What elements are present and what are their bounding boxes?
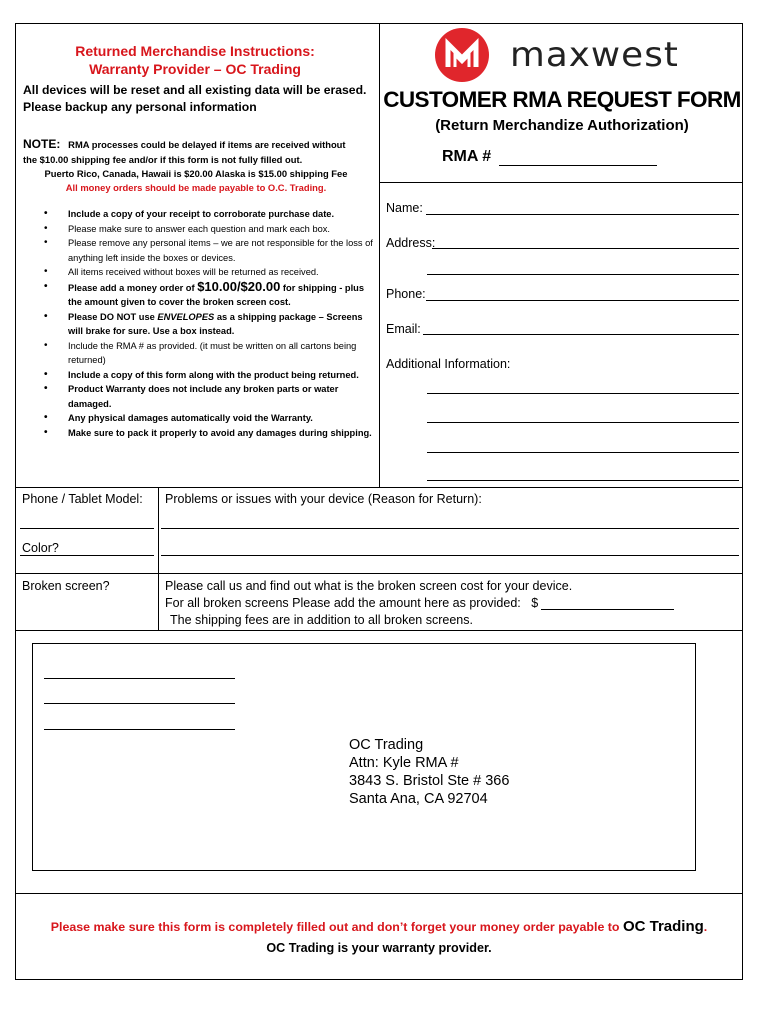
color-field[interactable]: [20, 555, 154, 556]
form-title: CUSTOMER RMA REQUEST FORM: [383, 87, 741, 112]
additional-info-line2[interactable]: [427, 422, 739, 423]
problems-field-line2[interactable]: [161, 555, 739, 556]
note-block: [23, 137, 373, 167]
warning-line2: Please backup any personal information: [23, 100, 257, 114]
envelopes-word: ENVELOPES: [157, 311, 215, 322]
note-line4: All money orders should be made payable to O.C. Trading.: [65, 182, 327, 193]
footer-company: OC Trading: [622, 918, 704, 935]
list-item: [30, 280, 375, 310]
address-field-line2[interactable]: [427, 274, 739, 275]
return-address-line3[interactable]: [44, 729, 235, 730]
ship-to-line4: Santa Ana, CA 92704: [349, 791, 488, 807]
color-label: Color?: [22, 541, 59, 555]
ship-to-line3: 3843 S. Bristol Ste # 366: [349, 773, 510, 789]
dollar-sign: $: [531, 596, 539, 610]
device-bottom-divider: [15, 630, 743, 631]
list-item: • Please make sure to answer each question and mark each box.: [30, 222, 375, 237]
return-address-line2[interactable]: [44, 703, 235, 704]
list-item: • Product Warranty does not include any broken parts or water damaged.: [30, 382, 375, 411]
return-address-line1[interactable]: [44, 678, 235, 679]
additional-info-line4[interactable]: [427, 480, 739, 481]
list-item: • Include a copy of this form along with the product being returned.: [30, 368, 375, 383]
name-field[interactable]: [426, 214, 739, 215]
problems-field-line1[interactable]: [161, 528, 739, 529]
money-amount: $10.00/$20.00: [197, 278, 281, 294]
maxwest-m-logo-icon: [434, 27, 490, 83]
instructions-title: [20, 42, 370, 78]
header-divider: [379, 23, 380, 487]
footer-line1-text: Please make sure this form is completely filled out and don’t forget your money order payable to: [50, 920, 620, 934]
instructions-title-line2: Warranty Provider – OC Trading: [89, 61, 301, 77]
phone-field[interactable]: [426, 300, 739, 301]
rma-section-divider: [379, 182, 743, 183]
data-erase-warning: [23, 82, 373, 116]
warning-line1: All devices will be reset and all existing data will be erased.: [23, 83, 367, 97]
phone-label: Phone:: [386, 287, 426, 301]
envelopes-rest: as a shipping package – Screens will brake for sure. Use a box instead.: [68, 311, 363, 336]
additional-info-line3[interactable]: [427, 452, 739, 453]
list-item: [30, 310, 375, 339]
note-fees: [20, 167, 372, 195]
broken-screen-amount-field[interactable]: [541, 609, 674, 610]
broken-screen-info-line2: [165, 596, 538, 610]
money-rest: for shipping - plus the amount given to cover the broken screen cost.: [68, 282, 365, 307]
footer-reminder: [15, 918, 743, 935]
list-item: • Any physical damages automatically void the Warranty.: [30, 411, 375, 426]
list-item: • Include the RMA # as provided. (it must be written on all cartons being returned): [30, 339, 375, 368]
model-label: Phone / Tablet Model:: [22, 492, 143, 506]
address-field-line1[interactable]: [432, 248, 739, 249]
note-line3: Puerto Rico, Canada, Hawaii is $20.00 Alaska is $15.00 shipping Fee: [44, 168, 348, 179]
device-divider: [158, 487, 159, 630]
footer-divider: [15, 893, 743, 894]
list-item: • All items received without boxes will be returned as received.: [30, 265, 375, 280]
additional-info-line1[interactable]: [427, 393, 739, 394]
color-divider: [15, 573, 743, 574]
broken-line2-text: For all broken screens Please add the amount here as provided:: [165, 596, 521, 610]
footer-provider: OC Trading is your warranty provider.: [266, 941, 492, 955]
model-field[interactable]: [20, 528, 154, 529]
address-label: Address:: [386, 236, 436, 250]
broken-screen-label: Broken screen?: [22, 579, 110, 593]
additional-info-label: Additional Information:: [386, 357, 511, 371]
name-label: Name:: [386, 201, 423, 215]
note-line1: RMA processes could be delayed if items are received without: [68, 139, 346, 150]
ship-to-line1: OC Trading: [349, 737, 424, 753]
list-item: • Include a copy of your receipt to corroborate purchase date.: [30, 207, 375, 222]
broken-screen-info-line3: The shipping fees are in addition to all broken screens.: [170, 613, 473, 627]
brand-name: maxwest: [510, 35, 679, 75]
money-order-text: Please add a money order of: [68, 282, 195, 293]
footer-line1-end: .: [703, 920, 708, 934]
email-field[interactable]: [423, 334, 739, 335]
note-label: NOTE:: [23, 137, 61, 151]
note-line2: the $10.00 shipping fee and/or if this form is not fully filled out.: [23, 154, 303, 165]
instructions-bottom-divider: [15, 487, 743, 488]
ship-to-address: [349, 736, 509, 808]
instructions-title-line1: Returned Merchandise Instructions:: [75, 43, 315, 59]
list-item: • Please remove any personal items – we are not responsible for the loss of anything left inside the boxes or devices.: [30, 236, 375, 265]
broken-screen-info-line1: Please call us and find out what is the broken screen cost for your device.: [165, 579, 573, 593]
email-label: Email:: [386, 322, 421, 336]
ship-to-line2: Attn: Kyle RMA #: [349, 755, 459, 771]
list-item: • Make sure to pack it properly to avoid any damages during shipping.: [30, 426, 375, 441]
problems-label: Problems or issues with your device (Reason for Return):: [165, 492, 482, 506]
instructions-list: [30, 207, 375, 440]
form-subtitle: (Return Merchandize Authorization): [435, 117, 689, 134]
rma-number-label: RMA #: [442, 148, 492, 165]
rma-number-field[interactable]: [499, 165, 657, 166]
no-envelopes-text: Please DO NOT use: [68, 311, 155, 322]
